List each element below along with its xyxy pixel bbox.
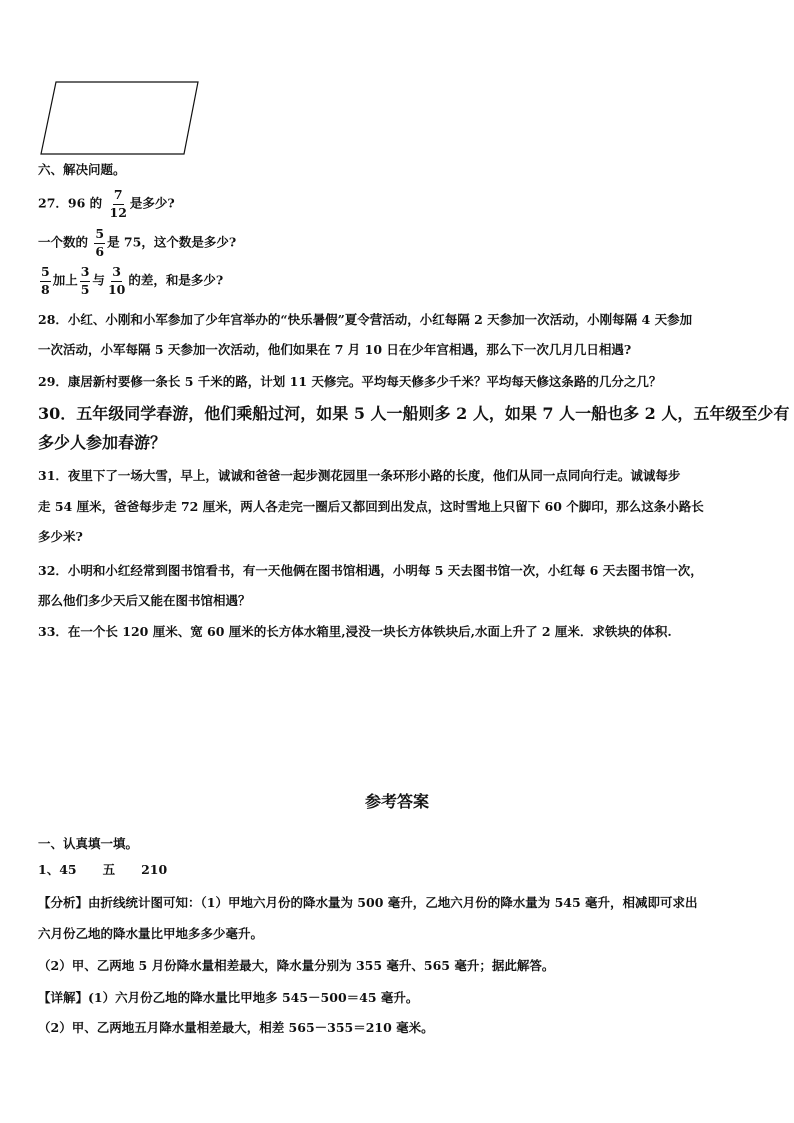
q30-line-2: 多少人参加春游？ (38, 433, 167, 452)
q27-number: 27． (38, 195, 68, 211)
q27-part-a: 27．96 的 $\frac{7}{12}$ 是多少? (38, 187, 175, 220)
detail-line-1: 【详解】(1）六月份乙地的降水量比甲地多 545－500＝45 毫升。 (38, 990, 419, 1005)
analysis-line-3: （2）甲、乙两地 5 月份降水量相差最大，降水量分别为 355 毫升、565 毫升；据此解答。 (38, 958, 555, 973)
q33-line-1: 33．在一个长 120 厘米、宽 60 厘米的长方体水箱里,浸没一块长方体铁块后,水面上升了 2 厘米．求铁块的体积. (38, 624, 672, 639)
parallelogram-figure (38, 78, 202, 158)
q28-line-2: 一次活动，小军每隔 5 天参加一次活动，他们如果在 7 月 10 日在少年宫相遇，那么下一次几月几日相遇? (38, 342, 632, 357)
q32-line-1: 32．小明和小红经常到图书馆看书，有一天他俩在图书馆相遇，小明每 5 天去图书馆一次，小红每 6 天去图书馆一次， (38, 563, 703, 578)
analysis-line-1: 【分析】由折线统计图可知：（1）甲地六月份的降水量为 500 毫升，乙地六月份的降水量为 545 毫升，相减即可求出 (38, 895, 698, 910)
fraction-5-8: $\frac{5}{8}$ (41, 264, 50, 297)
q28-line-1: 28．小红、小刚和小军参加了少年宫举办的“快乐暑假”夏令营活动，小红每隔 2 天参加一次活动，小刚每隔 4 天参加 (38, 312, 693, 327)
detail-line-2: （2）甲、乙两地五月降水量相差最大，相差 565－355＝210 毫米。 (38, 1020, 434, 1035)
q27-part-b: 一个数的 $\frac{5}{6}$ 是 75，这个数是多少? (38, 226, 237, 259)
fraction-7-12: $\frac{7}{12}$ (109, 187, 127, 220)
analysis-line-2: 六月份乙地的降水量比甲地多多少毫升。 (38, 926, 264, 941)
answer-item-1: 1、45 五 210 (38, 862, 168, 877)
q31-line-3: 多少米? (38, 529, 83, 544)
q27-part-c: $\frac{5}{8}$ 加上 $\frac{3}{5}$ 与 $\frac{3}{10}$ 的差，和是多少? (41, 264, 224, 297)
q31-line-2: 走 54 厘米，爸爸每步走 72 厘米，两人各走完一圈后又都回到出发点，这时雪地上只留下 60 个脚印，那么这条小路长 (38, 499, 704, 514)
q32-line-2: 那么他们多少天后又能在图书馆相遇？ (38, 593, 251, 608)
answers-section-1: 一、认真填一填。 (38, 836, 139, 851)
fraction-3-10: $\frac{3}{10}$ (107, 264, 126, 297)
section-6-title: 六、解决问题。 (38, 162, 126, 177)
fraction-3-5: $\frac{3}{5}$ (80, 264, 90, 297)
q30-line-1: 30．五年级同学春游，他们乘船过河，如果 5 人一船则多 2 人，如果 7 人一船也多 2 人，五年级至少有 (38, 404, 790, 423)
q29-line-1: 29．康居新村要修一条长 5 千米的路，计划 11 天修完。平均每天修多少千米？平均每天修这条路的几分之几？ (38, 374, 662, 389)
q31-line-1: 31．夜里下了一场大雪，早上，诚诚和爸爸一起步测花园里一条环形小路的长度，他们从同一点同向行走。诚诚每步 (38, 468, 681, 483)
answers-title: 参考答案 (364, 792, 429, 811)
fraction-5-6: $\frac{5}{6}$ (95, 226, 105, 259)
